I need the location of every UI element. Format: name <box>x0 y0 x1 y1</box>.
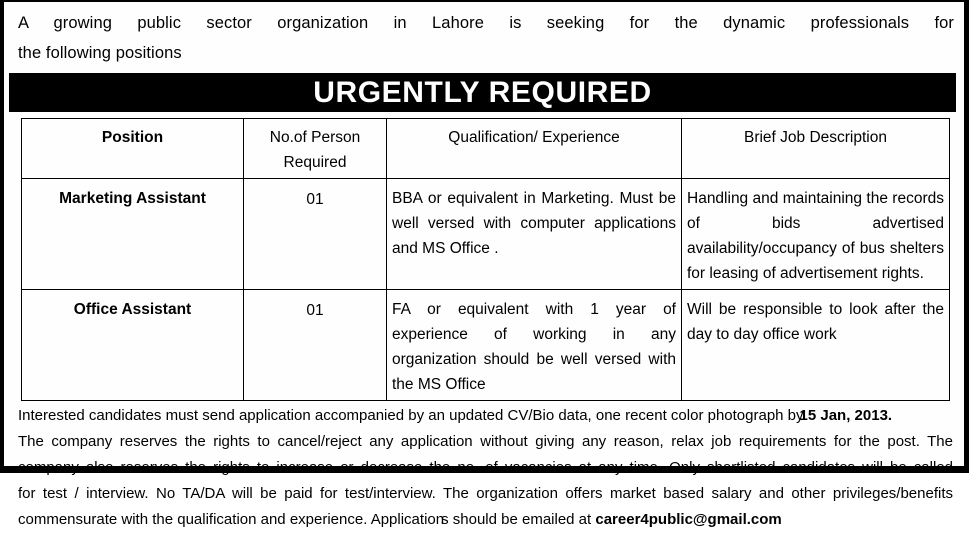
cell-count: 01 <box>244 290 387 401</box>
cell-description: Will be responsible to look after the day to day office work <box>682 290 950 401</box>
cell-qualification: FA or equivalent with 1 year of experience of working in any organization should be well versed with the MS Office <box>387 290 682 401</box>
cell-position: Office Assistant <box>22 290 244 401</box>
footer-line-5-text: commensurate with the qualification and experience. Application <box>18 511 445 528</box>
urgently-required-banner: URGENTLY REQUIRED <box>9 73 956 112</box>
column-header-position: Position <box>22 119 244 179</box>
cell-count: 01 <box>244 179 387 290</box>
table-body <box>22 179 950 401</box>
table-row <box>22 290 950 401</box>
footer-line-3: company also reserves the rights to increase or decrease the no. of vacancies at any time. Only shortlisted candidates will be called <box>18 459 953 476</box>
cell-position: Marketing Assistant <box>22 179 244 290</box>
footer-line-5-mid: s should be emailed at <box>441 511 592 528</box>
footer-line-5 <box>18 507 953 533</box>
table-header <box>22 119 950 179</box>
column-header-number-required <box>244 119 387 179</box>
column-header-qualification: Qualification/ Experience <box>387 119 682 179</box>
intro-line-2: the following positions <box>18 44 182 62</box>
jobs-table-wrapper <box>21 118 944 401</box>
footer-line-4: for test / interview. No TA/DA will be paid for test/interview. The organization offers market based salary and other privileges/benefits <box>18 485 953 502</box>
table-row <box>22 179 950 290</box>
jobs-table <box>21 118 950 401</box>
footer-terms <box>18 403 953 533</box>
footer-line-1-text: Interested candidates must send application accompanied by an updated CV/Bio data, one recent color photograph by <box>18 407 804 424</box>
application-deadline: 15 Jan, 2013. <box>799 407 893 424</box>
cell-description: Handling and maintaining the records of bids advertised availability/occupancy of bus shelters for leasing of advertisement rights. <box>682 179 950 290</box>
footer-line-2: The company reserves the rights to cancel/reject any application without giving any reason, relax job requirements for the post. The <box>18 433 953 450</box>
intro-paragraph <box>4 2 964 70</box>
contact-email: career4public@gmail.com <box>595 511 782 528</box>
column-header-number-line1: No.of Person <box>269 129 361 146</box>
cell-qualification: BBA or equivalent in Marketing. Must be well versed with computer applications and MS Office . <box>387 179 682 290</box>
footer-line-1 <box>18 403 953 429</box>
intro-line-1: A growing public sector organization in Lahore is seeking for the dynamic professionals for <box>18 14 954 32</box>
column-header-description: Brief Job Description <box>682 119 950 179</box>
column-header-number-line2: Required <box>283 154 347 171</box>
table-header-row <box>22 119 950 179</box>
